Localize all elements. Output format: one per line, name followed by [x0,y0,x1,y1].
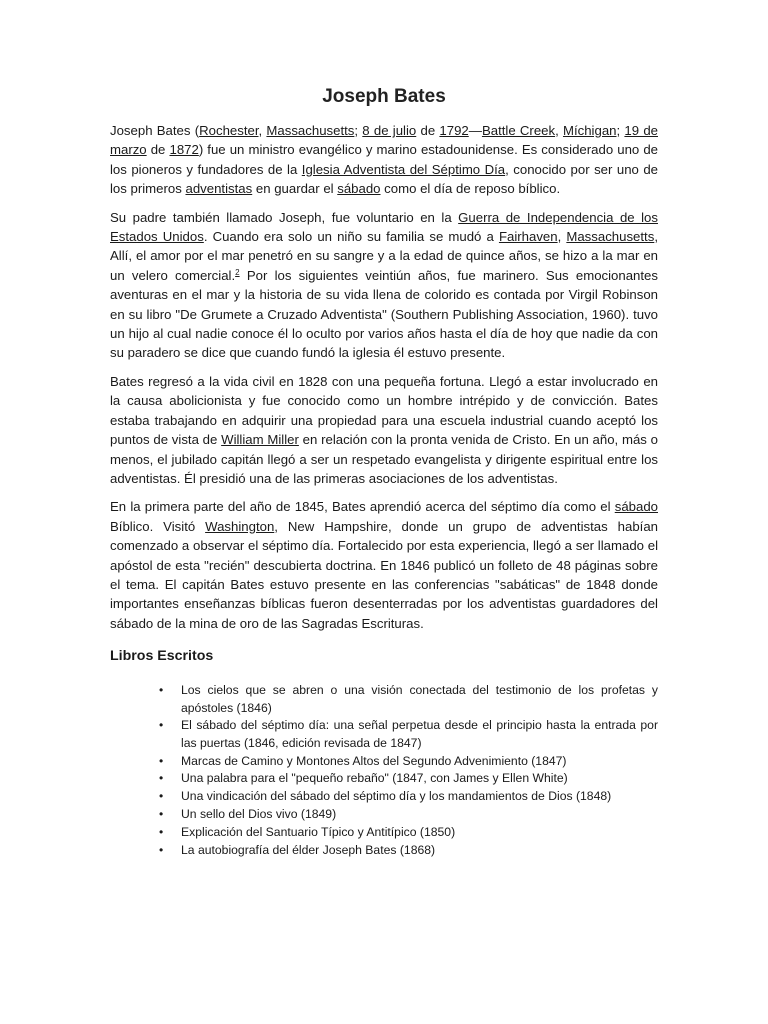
list-item [159,806,658,823]
bullet-icon: • [159,753,164,768]
books-list [110,682,658,859]
list-item [159,753,658,770]
book-title: La autobiografía del élder Joseph Bates (1868) [181,842,436,857]
link-19-de-marzo[interactable]: 19 de marzo [110,123,658,158]
list-item [159,842,658,859]
paragraph-early-life [110,208,658,363]
text-run: de [146,142,170,158]
bullet-icon: • [159,842,164,857]
text-run: , [258,123,267,138]
list-item [159,682,658,717]
link-iglesia-adventista[interactable]: Iglesia Adventista del Séptimo Día [301,161,506,177]
text-run: Por los siguientes veintiún años, fue marinero. Sus emocionantes aventuras en el mar y la historia de su vida llena de colorido es contada por Virgil Robinson en su libro "De Grumete a Cruzado Adventista" (Southern Publishing Association, 1960). tuvo un hijo al cual nadie conoce él lo oculto por varios años hasta el día de hoy que nadie da con su paradero se dice que cuando fundó la iglesia él estuvo presente. [110,267,658,361]
book-title: Un sello del Dios vivo (1849) [181,806,337,821]
link-rochester[interactable]: Rochester [199,123,259,138]
link-guerra-independencia[interactable]: Guerra de Independencia de los Estados Unidos [110,209,658,245]
link-adventistas[interactable]: adventistas [185,181,253,197]
text-run: , New Hampshire, donde un grupo de adventistas habían comenzado a observar el séptimo día. Fortalecido por esta experiencia, llegó a ser llamado el apóstol de esta "recién" descubierta doctrina. En 1846 publicó un folleto de 48 páginas sobre el tema. El capitán Bates estuvo presente en las conferencias "sabáticas" de 1848 donde importantes enseñanzas bíblicas fueron desenterradas por los adventistas guardadores del sábado de la mina de oro de las Sagradas Escrituras. [110,518,658,631]
link-1792[interactable]: 1792 [439,123,469,138]
section-heading-books: Libros Escritos [110,648,214,665]
text-run: Bíblico. Visitó [110,518,206,534]
paragraph-sabbath [110,497,658,633]
text-run: — [468,123,482,138]
text-run: , Allí, el amor por el mar penetró en su sangre y a la edad de quince años, se hizo a la mar en un velero comercial. [110,229,658,283]
bullet-icon: • [159,789,164,804]
text-run: En la primera parte del año de 1845, Bates aprendió acerca del séptimo día como el [110,499,615,515]
bullet-icon: • [159,806,164,821]
text-run: en relación con la pronta venida de Cristo. En un año, más o menos, el jubilado capitán llegó a ser un respetado evangelista y dirigente espiritual entre los adventistas. Él presidió una de las primeras asociaciones de los adventistas. [110,432,658,486]
page-title: Joseph Bates [322,86,446,107]
book-title: Una vindicación del sábado del séptimo día y los mandamientos de Dios (1848) [181,789,612,804]
list-item [159,717,658,752]
list-item [159,824,658,841]
paragraph-intro [110,121,658,199]
link-1872[interactable]: 1872 [169,142,199,158]
text-run: , [555,123,563,138]
footnote-ref-2[interactable]: 2 [235,267,240,277]
link-fairhaven[interactable]: Fairhaven [498,229,558,245]
article-body [110,121,658,859]
bullet-icon: • [159,683,164,698]
link-massachusetts-2[interactable]: Massachusetts [566,229,655,245]
text-run: de [416,123,440,138]
text-run: en guardar el [252,181,338,197]
text-run: ; [354,123,363,138]
text-run: , conocido por ser uno de los primeros [110,161,658,197]
book-title: Una palabra para el "pequeño rebaño" (1847, con James y Ellen White) [181,771,568,786]
list-item [159,770,658,787]
text-run: ; [616,123,625,138]
text-run: Su padre también llamado Joseph, fue voluntario en la [110,209,459,225]
bullet-icon: • [159,718,164,733]
text-run: Joseph Bates ( [110,123,200,138]
text-run: Bates regresó a la vida civil en 1828 con una pequeña fortuna. Llegó a estar involucrado en la causa abolicionista y fue conocido como un hombre intrépido y de convicción. Bates estaba trabajando en adquirir una propiedad para una escuela industrial cuando aceptó los puntos de vista de [110,373,658,448]
text-run: como el día de reposo bíblico. [380,181,561,197]
link-sabado[interactable]: sábado [337,181,381,197]
book-title: Marcas de Camino y Montones Altos del Segundo Advenimiento (1847) [181,753,567,768]
list-item [159,788,658,805]
link-sabado-2[interactable]: sábado [614,499,658,515]
text-run: . Cuando era solo un niño su familia se mudó a [203,229,499,245]
bullet-icon: • [159,824,164,839]
link-massachusetts[interactable]: Massachusetts [266,123,355,138]
bullet-icon: • [159,771,164,786]
link-washington[interactable]: Washington [205,518,275,534]
link-michigan[interactable]: Míchigan [562,123,617,138]
book-title: Los cielos que se abren o una visión conectada del testimonio de los profetas y apóstoles (1846) [181,683,658,715]
paragraph-civil-life [110,372,658,488]
link-william-miller[interactable]: William Miller [221,432,299,448]
text-run: , [557,229,567,245]
text-run: ) fue un ministro evangélico y marino estadounidense. Es considerado uno de los pioneros y fundadores de la [110,142,658,177]
link-battle-creek[interactable]: Battle Creek [481,123,556,138]
link-8-de-julio[interactable]: 8 de julio [362,123,417,138]
book-title: El sábado del séptimo día: una señal perpetua desde el principio hasta la entrada por las puertas (1846, edición revisada de 1847) [181,718,658,750]
book-title: Explicación del Santuario Típico y Antitípico (1850) [181,824,456,839]
